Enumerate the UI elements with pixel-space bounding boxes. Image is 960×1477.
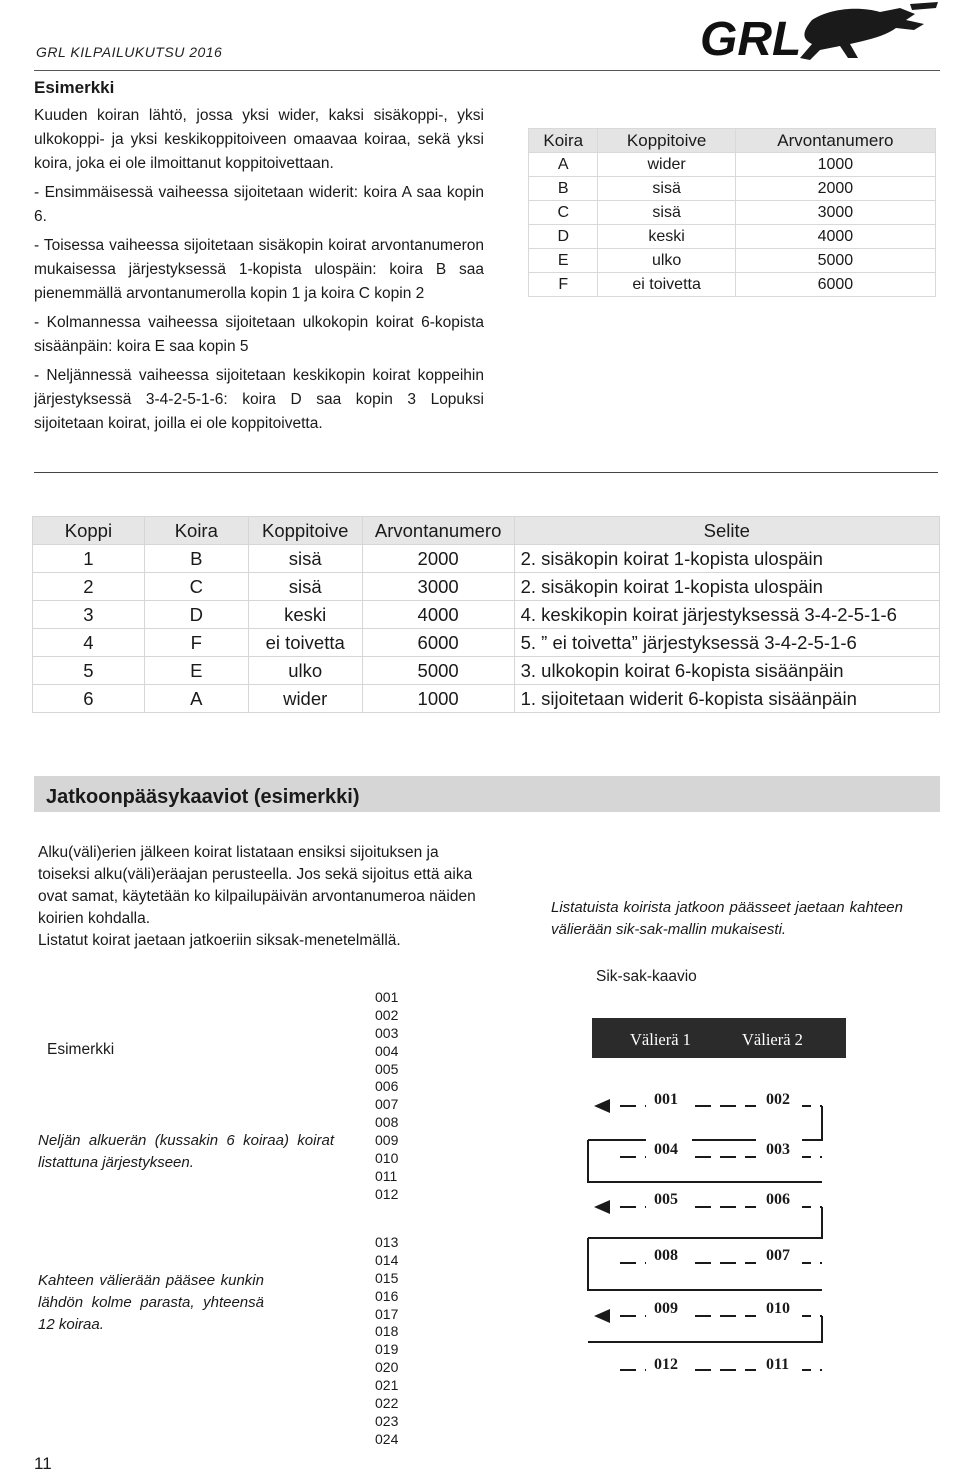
- document-header-title: GRL KILPAILUKUTSU 2016: [36, 44, 223, 60]
- cell: 3000: [735, 201, 935, 225]
- cell: 5000: [362, 657, 514, 685]
- list-item: 016: [375, 1287, 399, 1304]
- zigzag-cell: 006: [766, 1191, 790, 1208]
- cell: wider: [598, 153, 735, 177]
- result-table: [32, 516, 940, 713]
- column-header: Arvontanumero: [735, 129, 935, 153]
- number-list-a: [375, 989, 398, 1204]
- cell: 1: [33, 545, 145, 573]
- semi-2-label: Välierä 2: [742, 1030, 803, 1049]
- cell: E: [529, 249, 598, 273]
- column-header: Arvontanumero: [362, 517, 514, 545]
- example-paragraph: Kuuden koiran lähtö, jossa yksi wider, kaksi sisäkoppi-, yksi ulkokoppi- ja yksi keskikoppitoiveen omaavaa koiraa, sekä yksi koira, joka ei ole ilmoittanut koppitoivettaan.: [34, 107, 484, 172]
- cell: ei toivetta: [248, 629, 362, 657]
- list-item: 012: [375, 1185, 399, 1202]
- cell: B: [529, 177, 598, 201]
- list-item: 004: [375, 1042, 399, 1059]
- list-item: 009: [375, 1132, 399, 1149]
- zigzag-cell: 012: [654, 1356, 678, 1373]
- zigzag-cell: 011: [766, 1356, 790, 1373]
- cell: wider: [248, 685, 362, 713]
- column-header: Koppitoive: [598, 129, 735, 153]
- zigzag-diagram: [560, 1060, 860, 1380]
- cell: ulko: [248, 657, 362, 685]
- table-row: [529, 201, 936, 225]
- list-item: 008: [375, 1114, 399, 1131]
- cell: 1000: [735, 153, 935, 177]
- arrow-icon: [594, 1099, 610, 1113]
- cell: C: [144, 573, 248, 601]
- list-item: 015: [375, 1269, 399, 1286]
- list-item: 019: [375, 1341, 399, 1358]
- zigzag-title: Sik-sak-kaavio: [596, 968, 697, 985]
- example-label: Esimerkki: [47, 1041, 115, 1058]
- column-header: Selite: [514, 517, 939, 545]
- semi-1-label: Välierä 1: [630, 1030, 691, 1049]
- list-item: 023: [375, 1412, 399, 1429]
- list-item: 024: [375, 1430, 399, 1447]
- cell: sisä: [248, 545, 362, 573]
- heats-note: Neljän alkuerän (kussakin 6 koiraa) koirat listattuna järjestykseen.: [38, 1132, 334, 1171]
- list-item: 017: [375, 1305, 399, 1322]
- cell: 3000: [362, 573, 514, 601]
- cell: ei toivetta: [598, 273, 735, 297]
- cell: ulko: [598, 249, 735, 273]
- column-header: Koira: [144, 517, 248, 545]
- intro-paragraph: Listatut koirat jaetaan jatkoeriin siksak-menetelmällä.: [38, 932, 401, 949]
- table-row: [529, 273, 936, 297]
- dogs-table: [528, 128, 936, 297]
- cell: 2000: [362, 545, 514, 573]
- list-item: 013: [375, 1234, 399, 1250]
- list-item: 011: [375, 1167, 398, 1184]
- table-row: [33, 545, 940, 573]
- cell: keski: [248, 601, 362, 629]
- arrow-icon: [594, 1309, 610, 1323]
- cell: 6000: [362, 629, 514, 657]
- list-item: 014: [375, 1251, 399, 1268]
- cell: 6: [33, 685, 145, 713]
- zigzag-cell: 009: [654, 1300, 678, 1317]
- cell: 2000: [735, 177, 935, 201]
- table-row: [529, 177, 936, 201]
- example-paragraph: - Toisessa vaiheessa sijoitetaan sisäkopin koirat arvontanumeron mukaisessa järjestyksessä 1-kopista ulospäin: koira B saa pienemmällä arvontanumerolla kopin 1 ja koira C kopin 2: [34, 237, 484, 302]
- list-item: 021: [375, 1377, 399, 1394]
- zigzag-cell: 002: [766, 1091, 790, 1108]
- cell: 4000: [735, 225, 935, 249]
- greyhound-icon: [800, 8, 924, 60]
- section-title: Jatkoonpääsykaaviot (esimerkki): [46, 786, 360, 808]
- zigzag-cell: 005: [654, 1191, 678, 1208]
- cell: 4: [33, 629, 145, 657]
- intro-paragraph: Alku(väli)erien jälkeen koirat listataan ensiksi sijoituksen ja toiseksi alku(väli)eräajan perusteella. Jos sekä sijoitus että aika ovat samat, käytetään ko kilpailupäivän arvontanumeroa näiden koirien kohdalla.: [38, 844, 476, 927]
- table-row: [33, 685, 940, 713]
- table-row: [33, 657, 940, 685]
- list-item: 020: [375, 1359, 399, 1376]
- arrow-icon: [594, 1200, 610, 1214]
- cell: D: [529, 225, 598, 249]
- cell: 2: [33, 573, 145, 601]
- cell: 5000: [735, 249, 935, 273]
- cell: A: [144, 685, 248, 713]
- zigzag-cell: 003: [766, 1141, 790, 1158]
- cell: 4. keskikopin koirat järjestyksessä 3-4-2-5-1-6: [514, 601, 939, 629]
- example-text: [34, 104, 484, 441]
- example-paragraph: - Kolmannessa vaiheessa sijoitetaan ulkokopin koirat 6-kopista sisäänpäin: koira E saa kopin 5: [34, 314, 484, 355]
- cell: sisä: [598, 201, 735, 225]
- semis-note: Kahteen välierään pääsee kunkin lähdön kolme parasta, yhteensä 12 koiraa.: [38, 1272, 264, 1333]
- list-item: 001: [375, 989, 399, 1005]
- cell: 5. ” ei toivetta” järjestyksessä 3-4-2-5-1-6: [514, 629, 939, 657]
- list-item: 018: [375, 1323, 399, 1340]
- column-header: Koira: [529, 129, 598, 153]
- table-row: [529, 153, 936, 177]
- table-row: [529, 225, 936, 249]
- section-divider: [34, 472, 938, 473]
- zigzag-cell: 008: [654, 1247, 678, 1264]
- zigzag-cell: 010: [766, 1300, 790, 1317]
- example-paragraph: - Neljännessä vaiheessa sijoitetaan keskikopin koirat koppeihin järjestyksessä 3-4-2-5-1-6: koira D saa kopin 3 Lopuksi sijoitetaan koirat, joilla ei ole koppitoivetta.: [34, 367, 484, 432]
- list-item: 003: [375, 1024, 399, 1041]
- intro-text: [38, 842, 478, 952]
- number-list-b: [375, 1234, 398, 1449]
- zigzag-cell: 007: [766, 1247, 790, 1264]
- cell: A: [529, 153, 598, 177]
- column-header: Koppitoive: [248, 517, 362, 545]
- cell: D: [144, 601, 248, 629]
- example-paragraph: - Ensimmäisessä vaiheessa sijoitetaan widerit: koira A saa kopin 6.: [34, 184, 484, 225]
- list-item: 002: [375, 1006, 399, 1023]
- cell: 2. sisäkopin koirat 1-kopista ulospäin: [514, 545, 939, 573]
- cell: 3. ulkokopin koirat 6-kopista sisäänpäin: [514, 657, 939, 685]
- list-item: 022: [375, 1395, 399, 1412]
- table-row: [33, 629, 940, 657]
- cell: 6000: [735, 273, 935, 297]
- example-title: Esimerkki: [34, 78, 115, 97]
- list-item: 010: [375, 1150, 399, 1167]
- cell: F: [144, 629, 248, 657]
- cell: keski: [598, 225, 735, 249]
- cell: F: [529, 273, 598, 297]
- cell: 3: [33, 601, 145, 629]
- page-number: 11: [34, 1454, 52, 1473]
- table-row: [529, 249, 936, 273]
- zigzag-cell: 004: [654, 1141, 678, 1158]
- table-row: [33, 601, 940, 629]
- cell: sisä: [598, 177, 735, 201]
- list-item: 005: [375, 1060, 399, 1077]
- cell: 5: [33, 657, 145, 685]
- cell: 2. sisäkopin koirat 1-kopista ulospäin: [514, 573, 939, 601]
- list-item: 007: [375, 1096, 399, 1113]
- table-row: [33, 573, 940, 601]
- cell: B: [144, 545, 248, 573]
- cell: 4000: [362, 601, 514, 629]
- header-rule: [34, 70, 940, 71]
- cell: 1000: [362, 685, 514, 713]
- cell: 1. sijoitetaan widerit 6-kopista sisäänpäin: [514, 685, 939, 713]
- cell: sisä: [248, 573, 362, 601]
- grl-logo: [700, 0, 940, 66]
- column-header: Koppi: [33, 517, 145, 545]
- zigzag-cell: 001: [654, 1091, 678, 1108]
- grl-logo-text: GRL: [700, 13, 802, 66]
- cell: E: [144, 657, 248, 685]
- zigzag-header: [592, 1018, 846, 1058]
- cell: C: [529, 201, 598, 225]
- list-item: 006: [375, 1078, 399, 1095]
- list-note: Listatuista koirista jatkoon päässeet jaetaan kahteen välierään sik-sak-mallin mukaisesti.: [551, 899, 903, 938]
